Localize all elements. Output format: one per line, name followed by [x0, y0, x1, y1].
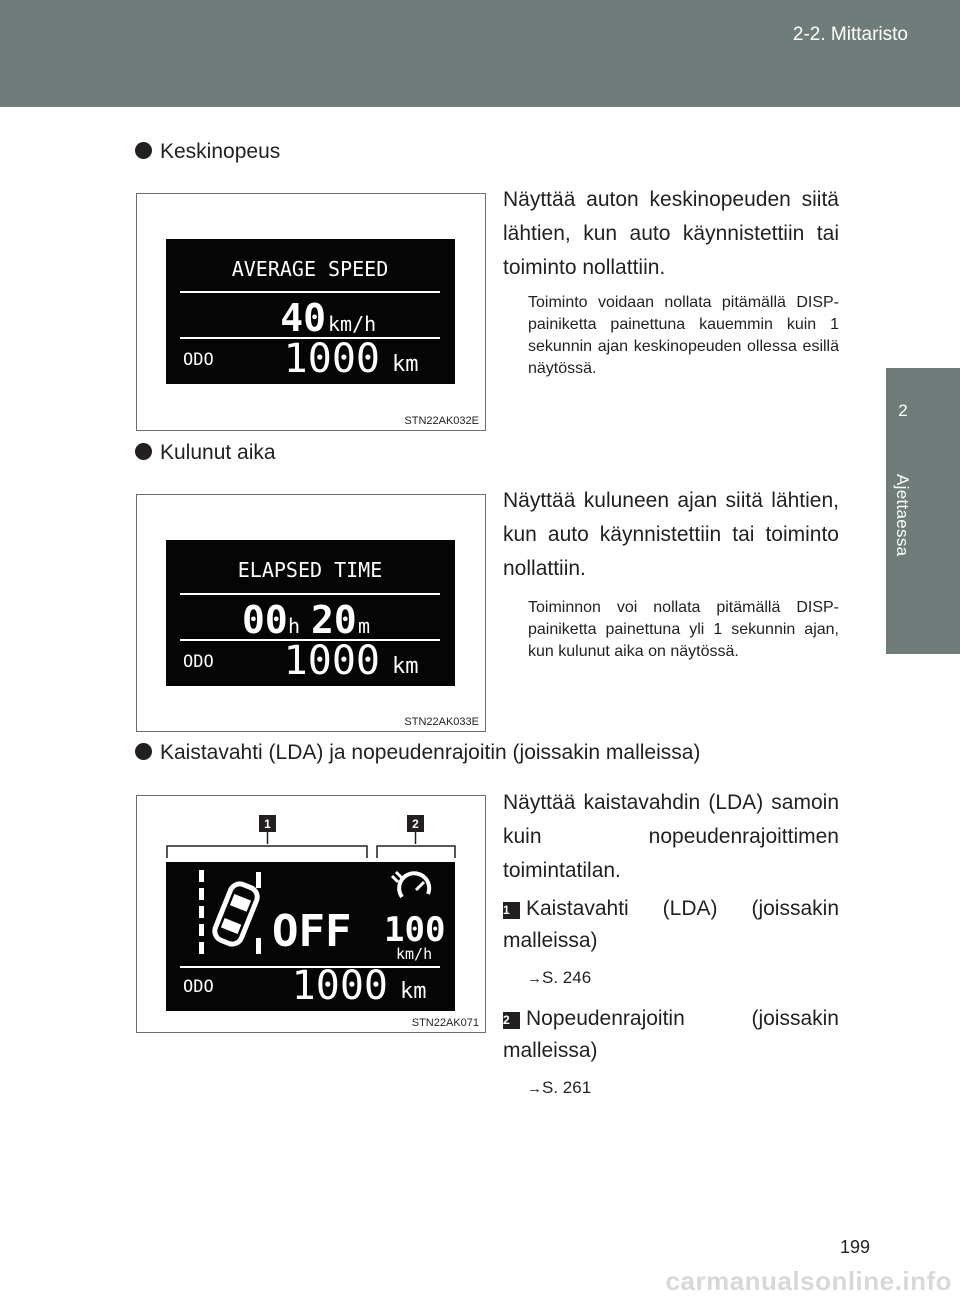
- figure-code: STN22AK032E: [404, 415, 479, 427]
- lcd-odo-label: ODO: [183, 977, 214, 997]
- lane-departure-icon: [199, 870, 261, 954]
- list-item: [503, 1003, 839, 1067]
- lda-status: OFF: [272, 906, 352, 957]
- figure-lda-speed-limiter: [136, 795, 486, 1033]
- item-badge: 2: [503, 1012, 520, 1029]
- page-reference-text: S. 261: [542, 1078, 592, 1097]
- speed-limit-value: 100: [384, 910, 446, 950]
- page-reference[interactable]: [527, 1078, 591, 1098]
- chapter-label-strip: [886, 462, 960, 654]
- page-reference-text: S. 246: [542, 968, 592, 987]
- bullet-heading-text: Keskinopeus: [160, 140, 281, 163]
- callout-2-bracket: [377, 846, 455, 858]
- bullet-heading-text: Kulunut aika: [160, 441, 276, 464]
- bullet-heading-text: Kaistavahti (LDA) ja nopeudenrajoitin (joissakin malleissa): [160, 741, 701, 764]
- bullet-dot-icon: [135, 142, 152, 159]
- lcd-speed-unit: km/h: [328, 312, 377, 336]
- item-label: Kaistavahti (LDA) (joissakin malleissa): [503, 897, 839, 952]
- lcd-odo-label: ODO: [183, 652, 214, 672]
- note-text: Toiminto voidaan nollata pitämällä DISP-painiketta painettuna kauemmin kuin 1 sekunnin ajan keskinopeuden ollessa esillä näytössä.: [528, 294, 839, 377]
- lcd-odo-unit: km: [400, 979, 427, 1004]
- lcd-minutes-unit: m: [358, 614, 371, 638]
- arrow-right-icon: →: [527, 970, 542, 987]
- item-label: Nopeudenrajoitin (joissakin malleissa): [503, 1007, 839, 1062]
- bullet-dot-icon: [135, 743, 152, 760]
- chapter-tab: [886, 368, 960, 462]
- lcd-display: [166, 862, 455, 1011]
- page-reference[interactable]: [527, 968, 591, 988]
- chapter-label: Ajettaessa: [893, 474, 912, 557]
- arrow-right-icon: →: [527, 1080, 542, 1097]
- callout-1-bracket: [167, 846, 367, 858]
- lcd-odo-unit: km: [392, 654, 419, 679]
- description-text: Näyttää kuluneen ajan siitä lähtien, kun auto käynnistettiin tai toiminto nollattiin.: [503, 489, 839, 580]
- lcd-screen: [166, 862, 455, 1011]
- speed-limiter-icon: [392, 872, 429, 897]
- lcd-minutes-value: 20: [311, 598, 357, 642]
- list-item: [503, 893, 839, 957]
- lcd-title: ELAPSED TIME: [237, 558, 383, 582]
- lcd-display: [166, 540, 455, 686]
- lcd-display: [166, 239, 455, 384]
- header-band: [0, 0, 960, 107]
- bullet-dot-icon: [135, 443, 152, 460]
- lcd-hours-value: 00: [242, 598, 288, 642]
- item-badge: 1: [503, 902, 520, 919]
- callout-2-label: 2: [412, 817, 419, 831]
- watermark: carmanualsonline.info: [665, 1266, 952, 1296]
- lcd-hours-unit: h: [288, 614, 301, 638]
- lcd-screen: [166, 239, 455, 384]
- callout-1-label: 1: [264, 817, 271, 831]
- lcd-title: AVERAGE SPEED: [231, 257, 389, 281]
- lcd-odo-value: 1000: [283, 638, 380, 684]
- section-title: 2-2. Mittaristo: [792, 24, 908, 45]
- figure-code: STN22AK033E: [404, 716, 479, 728]
- speed-limit-unit: km/h: [396, 945, 433, 963]
- bullet-heading: [135, 741, 700, 765]
- figure-average-speed: [136, 193, 486, 431]
- figure-elapsed-time: [136, 494, 486, 732]
- chapter-number: 2: [898, 401, 908, 420]
- bullet-heading: [135, 441, 276, 465]
- description-text: Näyttää auton keskinopeuden siitä lähtien, kun auto käynnistettiin tai toiminto nollattiin.: [503, 188, 839, 279]
- bullet-heading: [135, 140, 280, 164]
- figure-code: STN22AK071: [411, 1017, 479, 1029]
- lcd-odo-value: 1000: [291, 963, 388, 1009]
- lcd-speed-value: 40: [280, 296, 326, 340]
- description-text: Näyttää kaistavahdin (LDA) samoin kuin nopeudenrajoittimen toimintatilan.: [503, 791, 839, 882]
- lcd-screen: [166, 540, 455, 686]
- lcd-odo-unit: km: [392, 352, 419, 377]
- page-number: 199: [839, 1237, 870, 1257]
- lcd-odo-label: ODO: [183, 350, 214, 370]
- lcd-odo-value: 1000: [283, 336, 380, 382]
- note-text: Toiminnon voi nollata pitämällä DISP-painiketta painettuna yli 1 sekunnin ajan, kun kulunut aika on näytössä.: [528, 599, 839, 660]
